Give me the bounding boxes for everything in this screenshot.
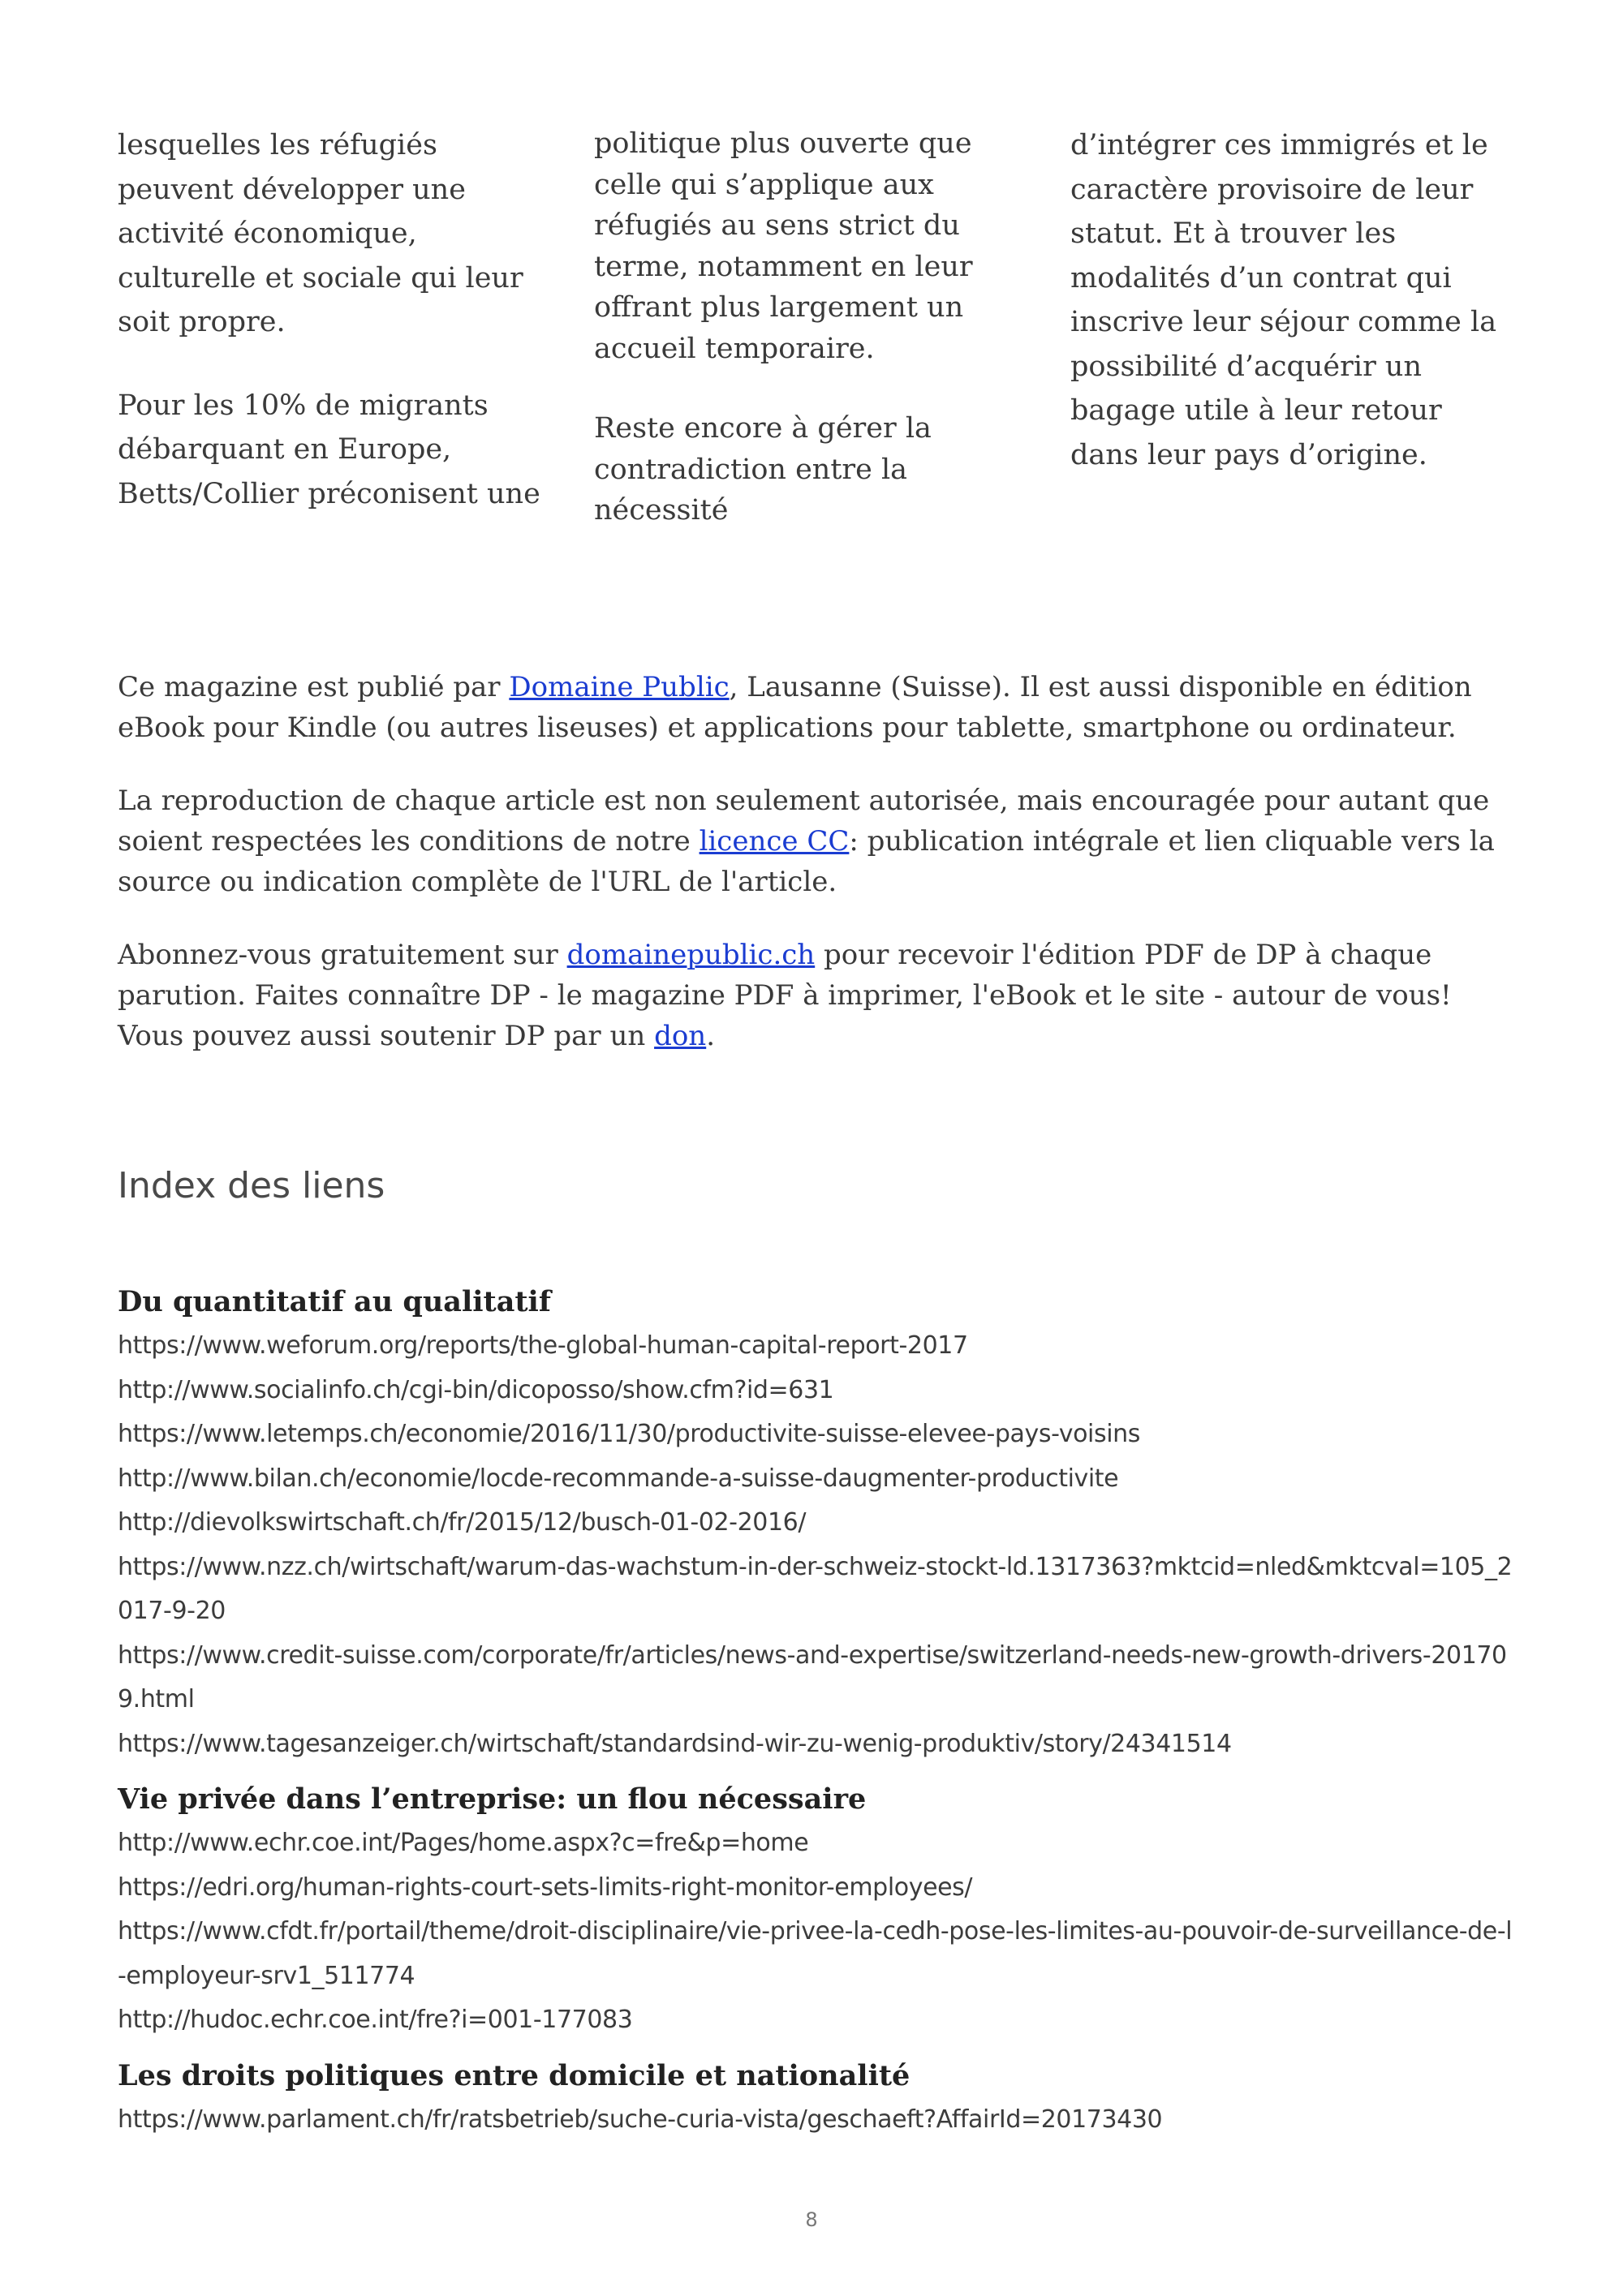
article-columns [118, 123, 1518, 531]
index-link-list [118, 2098, 1518, 2143]
index-link[interactable]: https://edri.org/human-rights-court-sets-limits-right-monitor-employees/ [118, 1872, 973, 1902]
index-link[interactable]: http://www.socialinfo.ch/cgi-bin/dicoposso/show.cfm?id=631 [118, 1375, 834, 1404]
publisher-notice [118, 667, 1518, 1089]
subscribe-text-c: . [706, 1020, 716, 1052]
index-link[interactable]: http://dievolkswirtschaft.ch/fr/2015/12/busch-01-02-2016/ [118, 1508, 807, 1537]
link-index [118, 1280, 1518, 2153]
index-link[interactable]: https://www.tagesanzeiger.ch/wirtschaft/standardsind-wir-zu-wenig-produktiv/story/24341514 [118, 1729, 1232, 1758]
column-middle-paragraph-2: Reste encore à gérer la contradiction entre la nécessité [594, 412, 932, 527]
index-link[interactable]: http://www.bilan.ch/economie/locde-recommande-a-suisse-daugmenter-productivite [118, 1464, 1119, 1493]
index-title: Index des liens [118, 1165, 385, 1206]
domaine-public-link[interactable]: Domaine Public [509, 671, 730, 703]
index-section-title: Du quantitatif au qualitatif [118, 1285, 551, 1318]
index-link[interactable]: https://www.letemps.ch/economie/2016/11/30/productivite-suisse-elevee-pays-voisins [118, 1420, 1140, 1448]
index-link[interactable]: https://www.nzz.ch/wirtschaft/warum-das-wachstum-in-der-schweiz-stockt-ld.1317363?mktcid=nled&mktcval=105_2017-9-20 [118, 1552, 1513, 1625]
index-section-title: Les droits politiques entre domicile et nationalité [118, 2058, 911, 2092]
column-left [118, 123, 560, 531]
index-link-list [118, 1821, 1518, 2043]
index-link[interactable]: http://hudoc.echr.coe.int/fre?i=001-177083 [118, 2006, 633, 2034]
index-link-list [118, 1324, 1518, 1766]
publisher-paragraph [118, 667, 1518, 748]
licence-cc-link[interactable]: licence CC [699, 825, 850, 858]
page-number: 8 [805, 2208, 818, 2231]
column-left-paragraph-1: lesquelles les réfugiés peuvent développer une activité économique, culturelle et sociale qui leur soit propre. [118, 129, 523, 338]
index-link[interactable]: https://www.parlament.ch/fr/ratsbetrieb/suche-curia-vista/geschaeft?AffairId=20173430 [118, 2105, 1163, 2134]
domainepublic-link[interactable]: domainepublic.ch [566, 939, 816, 971]
column-left-paragraph-2: Pour les 10% de migrants débarquant en Europe, Betts/Collier préconisent une [118, 389, 540, 510]
index-link[interactable]: https://www.cfdt.fr/portail/theme/droit-disciplinaire/vie-privee-la-cedh-pose-les-limites-au-pouvoir-de-surveillance-de-l-employeur-srv1_511774 [118, 1917, 1513, 1990]
column-right [1070, 123, 1513, 531]
license-text-b: : publication intégrale et lien cliquable vers la source ou indication complète de l'URL de l'article. [118, 825, 1495, 898]
column-middle-paragraph-1: politique plus ouverte que celle qui s’applique aux réfugiés au sens strict du terme, notamment en leur offrant plus largement un accueil temporaire. [594, 127, 973, 365]
subscribe-paragraph [118, 935, 1518, 1056]
publisher-text-a: Ce magazine est publié par [118, 671, 510, 703]
subscribe-text-b: pour recevoir l'édition PDF de DP à chaque parution. Faites connaître DP - le magazine PDF à imprimer, l'eBook et le site - autour de vous! Vous pouvez aussi soutenir DP par un [118, 939, 1452, 1052]
index-section-title: Vie privée dans l’entreprise: un flou nécessaire [118, 1782, 867, 1816]
donation-link[interactable]: don [654, 1020, 707, 1052]
subscribe-text-a: Abonnez-vous gratuitement sur [118, 939, 567, 971]
index-link[interactable]: https://www.weforum.org/reports/the-global-human-capital-report-2017 [118, 1331, 968, 1360]
license-text-a: La reproduction de chaque article est non seulement autorisée, mais encouragée pour autant que soient respectées les conditions de notre [118, 785, 1490, 858]
publisher-text-b: , Lausanne (Suisse). Il est aussi disponible en édition eBook pour Kindle (ou autres liseuses) et applications pour tablette, smartphone ou ordinateur. [118, 671, 1472, 744]
index-link[interactable]: http://www.echr.coe.int/Pages/home.aspx?c=fre&p=home [118, 1829, 809, 1857]
license-paragraph [118, 780, 1518, 902]
index-link[interactable]: https://www.credit-suisse.com/corporate/fr/articles/news-and-expertise/switzerland-needs-new-growth-drivers-201709.html [118, 1640, 1507, 1713]
column-middle [594, 123, 1036, 531]
column-right-paragraph-1: d’intégrer ces immigrés et le caractère provisoire de leur statut. Et à trouver les modalités d’un contrat qui inscrive leur séjour comme la possibilité d’acquérir un bagage utile à leur retour dans leur pays d’origine. [1070, 129, 1497, 471]
